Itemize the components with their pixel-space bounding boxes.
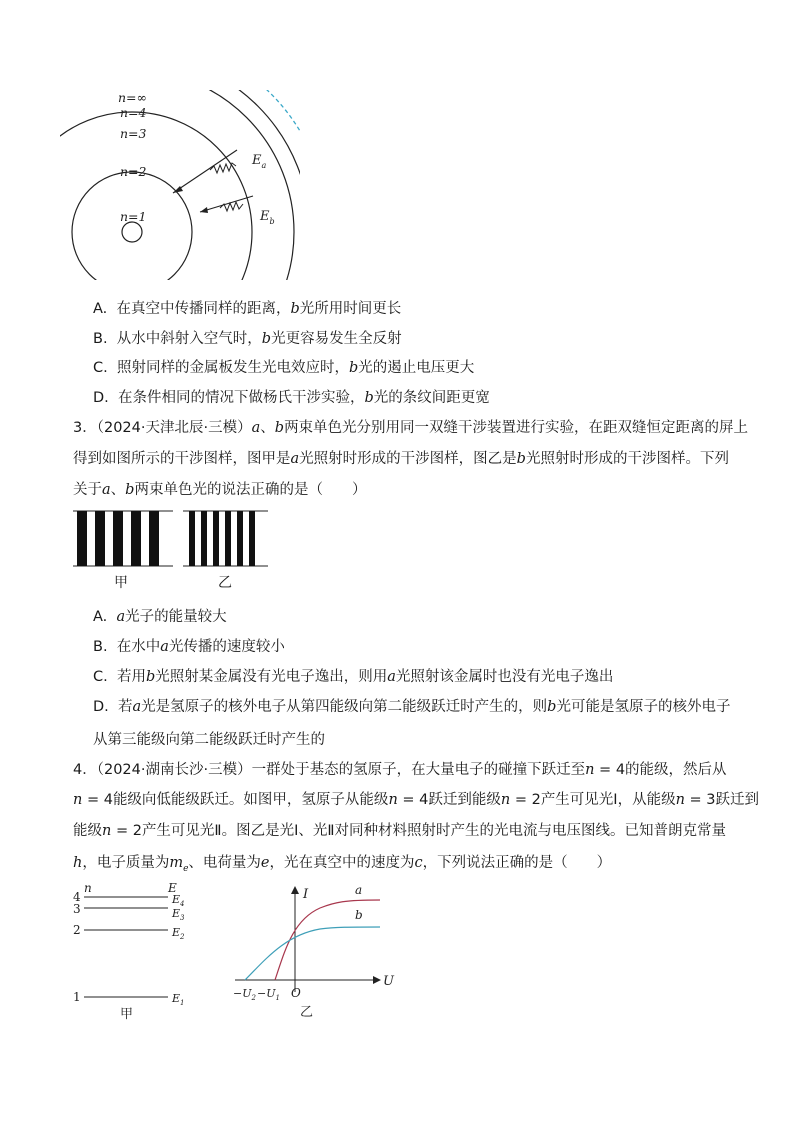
photon-wave-a <box>210 163 236 173</box>
q3-option-a[interactable]: A. a光子的能量较大 <box>93 609 227 625</box>
curve-a-label: a <box>355 883 363 897</box>
photocurrent-voltage-graph <box>225 880 405 1020</box>
svg-text:E4: $E_4$ <box>172 893 185 908</box>
label-n1: n=1 <box>120 209 147 224</box>
q3-stem-line1: 3．（2024·天津北辰·三模）a、b两束单色光分别用同一双缝干涉装置进行实验，在距双缝恒定距离的屏上 <box>73 420 749 436</box>
svg-text:E2: $E_2$ <box>172 926 185 941</box>
q4-stem-line3: 能级n = 2产生可见光Ⅱ。图乙是光Ⅰ、光Ⅱ对同种材料照射时产生的光电流与电压图线。已知普朗克常量 <box>73 823 726 839</box>
q3-stem-line2: 得到如图所示的干涉图样，图甲是a光照射时形成的干涉图样，图乙是b光照射时形成的干涉图样。下列 <box>73 451 729 467</box>
header-n: n <box>84 881 92 895</box>
fringe <box>225 511 231 566</box>
fringe <box>131 511 141 566</box>
svg-text:4: 4 <box>73 890 81 904</box>
svg-text:E3: $E_3$ <box>172 907 185 922</box>
fringe <box>237 511 243 566</box>
energy-level-diagram <box>68 880 198 1020</box>
interference-pattern-jia <box>73 508 173 568</box>
label-eb: $E_b$ <box>260 209 275 226</box>
q3-source: （2024·天津北辰·三模） <box>96 420 252 436</box>
q2-option-b[interactable]: B. 从水中斜射入空气时，b光更容易发生全反射 <box>93 331 402 347</box>
fringe <box>249 511 255 566</box>
fringe <box>189 511 195 566</box>
q3-option-d[interactable]: D. 若a光是氢原子的核外电子从第四能级向第二能级跃迁时产生的，则b光可能是氢原子的核外电子 <box>93 699 731 715</box>
q3-option-b[interactable]: B. 在水中a光传播的速度较小 <box>93 639 285 655</box>
q4-stem-line4: h，电子质量为$m_e$、电荷量为e，光在真空中的速度为c，下列说法正确的是（ ） <box>73 855 612 874</box>
label-n2: n=2 <box>120 164 147 179</box>
caption-jia-fig: 甲 <box>120 1007 134 1020</box>
q4-stem-line1: 4．（2024·湖南长沙·三模）一群处于基态的氢原子，在大量电子的碰撞下跃迁至n = 4的能级，然后从 <box>73 762 727 778</box>
caption-yi: 乙 <box>218 575 232 591</box>
curve-b <box>245 927 380 980</box>
svg-text:2: 2 <box>73 923 81 937</box>
q3-number: 3． <box>73 420 97 436</box>
origin-label: O <box>291 986 301 1000</box>
q3-stem-line3: 关于a、b两束单色光的说法正确的是（ ） <box>73 482 367 498</box>
q2-option-a[interactable]: A. 在真空中传播同样的距离，b光所用时间更长 <box>93 301 402 317</box>
fringe <box>201 511 207 566</box>
q3-option-c[interactable]: C. 若用b光照射某金属没有光电子逸出，则用a光照射该金属时也没有光电子逸出 <box>93 669 614 685</box>
q2-option-d[interactable]: D. 在条件相同的情况下做杨氏干涉实验，b光的条纹间距更宽 <box>93 390 490 406</box>
tick-u1: $-U_1$ <box>257 987 280 1002</box>
svg-text:E1: $E_1$ <box>172 992 185 1007</box>
q2-option-c[interactable]: C. 照射同样的金属板发生光电效应时，b光的遏止电压更大 <box>93 360 475 376</box>
q4-source: （2024·湖南长沙·三模） <box>96 762 252 778</box>
x-axis-label: U <box>383 974 394 989</box>
caption-jia: 甲 <box>114 575 128 591</box>
label-n4: n=4 <box>120 105 147 120</box>
transition-arrow-a <box>173 150 237 193</box>
caption-yi-fig: 乙 <box>300 1005 314 1020</box>
label-n-infinity: n=∞ <box>118 90 147 105</box>
q4-stem-line2: n = 4能级向低能级跃迁。如图甲，氢原子从能级n = 4跃迁到能级n = 2产生可见光Ⅰ，从能级n = 3跃迁到 <box>73 792 760 808</box>
header-e: E <box>168 881 177 895</box>
fringe <box>77 511 87 566</box>
curve-b-label: b <box>355 908 363 922</box>
q3-option-d-line2: 从第三能级向第二能级跃迁时产生的 <box>93 732 325 748</box>
label-ea: $E_a$ <box>252 153 267 170</box>
fringe <box>149 511 159 566</box>
tick-u2: $-U_2$ <box>233 987 256 1002</box>
nucleus <box>122 222 142 242</box>
orbit-n2 <box>60 112 252 290</box>
label-n3: n=3 <box>120 126 147 141</box>
fringe <box>213 511 219 566</box>
q4-number: 4． <box>73 762 97 778</box>
svg-text:1: 1 <box>73 990 81 1004</box>
photon-wave-b <box>220 202 243 211</box>
orbit-n1 <box>72 172 192 290</box>
fringe <box>113 511 123 566</box>
bohr-orbit-diagram <box>60 90 300 290</box>
svg-text:3: 3 <box>73 902 81 916</box>
interference-pattern-yi <box>183 508 268 568</box>
y-axis-label: I <box>303 887 309 902</box>
fringe <box>95 511 105 566</box>
